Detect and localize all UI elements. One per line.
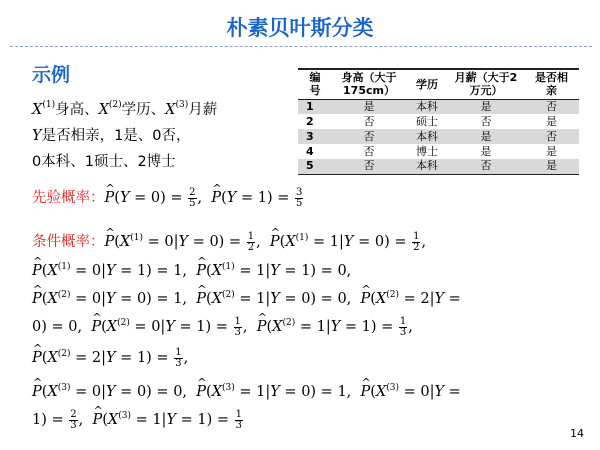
header-date: 是否相 亲	[524, 69, 579, 99]
table-header-row	[298, 69, 579, 99]
section-heading: 示例	[32, 64, 71, 86]
conditional-probability-line-2: ^ $P(X^{(1)} = 0|Y = 1) = 1$, ^ $P(X^{(1)} = 1|Y = 1) = 0$,	[32, 260, 351, 284]
conditional-probability-line-4: 0) = 0, ^ $P(X^{(2)} = 0|Y = 1)$ = $\frac{1}{3}$ , ^ $P(X^{(2)} = 1|Y = 1)$ = $\frac{1}{3}$ ,	[32, 316, 413, 340]
table-row: 3 否 本科 是 否	[298, 129, 579, 144]
desc-line-2: Y是否相亲，1是、0否，	[32, 127, 191, 144]
table-row: 2 否 硕士 否 是	[306, 114, 557, 128]
conditional-probability-line-5: ^ $P(X^{(2)} = 2|Y = 1)$ = $\frac{1}{3}$ ,	[32, 347, 188, 371]
desc-line-1: $X^{(1)}$身高、$X^{(2)}$学历、$X^{(3)}$月薪	[32, 100, 218, 118]
header-height: 身高（大于 175cm）	[332, 69, 406, 99]
header-education: 学历	[406, 69, 448, 99]
table-row: 1 是 本科 是 否	[298, 99, 579, 114]
slide-title: 朴素贝叶斯分类	[226, 16, 374, 40]
header-id: 编 号	[298, 69, 332, 99]
desc-line-3: 0本科、1硕士、2博士	[32, 153, 176, 170]
header-salary: 月薪（大于2 万元）	[448, 69, 524, 99]
conditional-probability-line-1: 条件概率：^ $P(X^{(1)} = 0|Y = 0)$ = $\frac{1}{2}$ , ^ $P(X^{(1)} = 1|Y = 0)$ = $\frac{1}{2}$ ,	[32, 231, 426, 255]
prior-probability-line: 先验概率：^ P(Y = 0) = $\frac{2}{5}$ , ^ P(Y = 1) = $\frac{3}{5}$	[32, 187, 304, 209]
title-divider	[10, 46, 592, 47]
conditional-probability-line-7: 1) = $\frac{2}{3}$ , ^ $P(X^{(3)} = 1|Y = 1)$ = $\frac{1}{3}$	[32, 409, 244, 433]
conditional-probability-line-3: ^ $P(X^{(2)} = 0|Y = 0) = 1$, ^ $P(X^{(2)} = 1|Y = 0) = 0$, ^ $P(X^{(2)} = 2|Y$ =	[32, 288, 461, 312]
conditional-probability-line-6: ^ $P(X^{(3)} = 0|Y = 0) = 0$, ^ $P(X^{(3)} = 1|Y = 0) = 1$, ^ $P(X^{(3)} = 0|Y$ =	[32, 381, 461, 405]
variable-description	[32, 93, 292, 175]
table-row: 4 否 博士 是 是	[306, 144, 557, 158]
table-row: 5 否 本科 否 是	[298, 159, 579, 174]
page-number: 14	[570, 427, 584, 440]
training-data-table	[298, 68, 579, 175]
